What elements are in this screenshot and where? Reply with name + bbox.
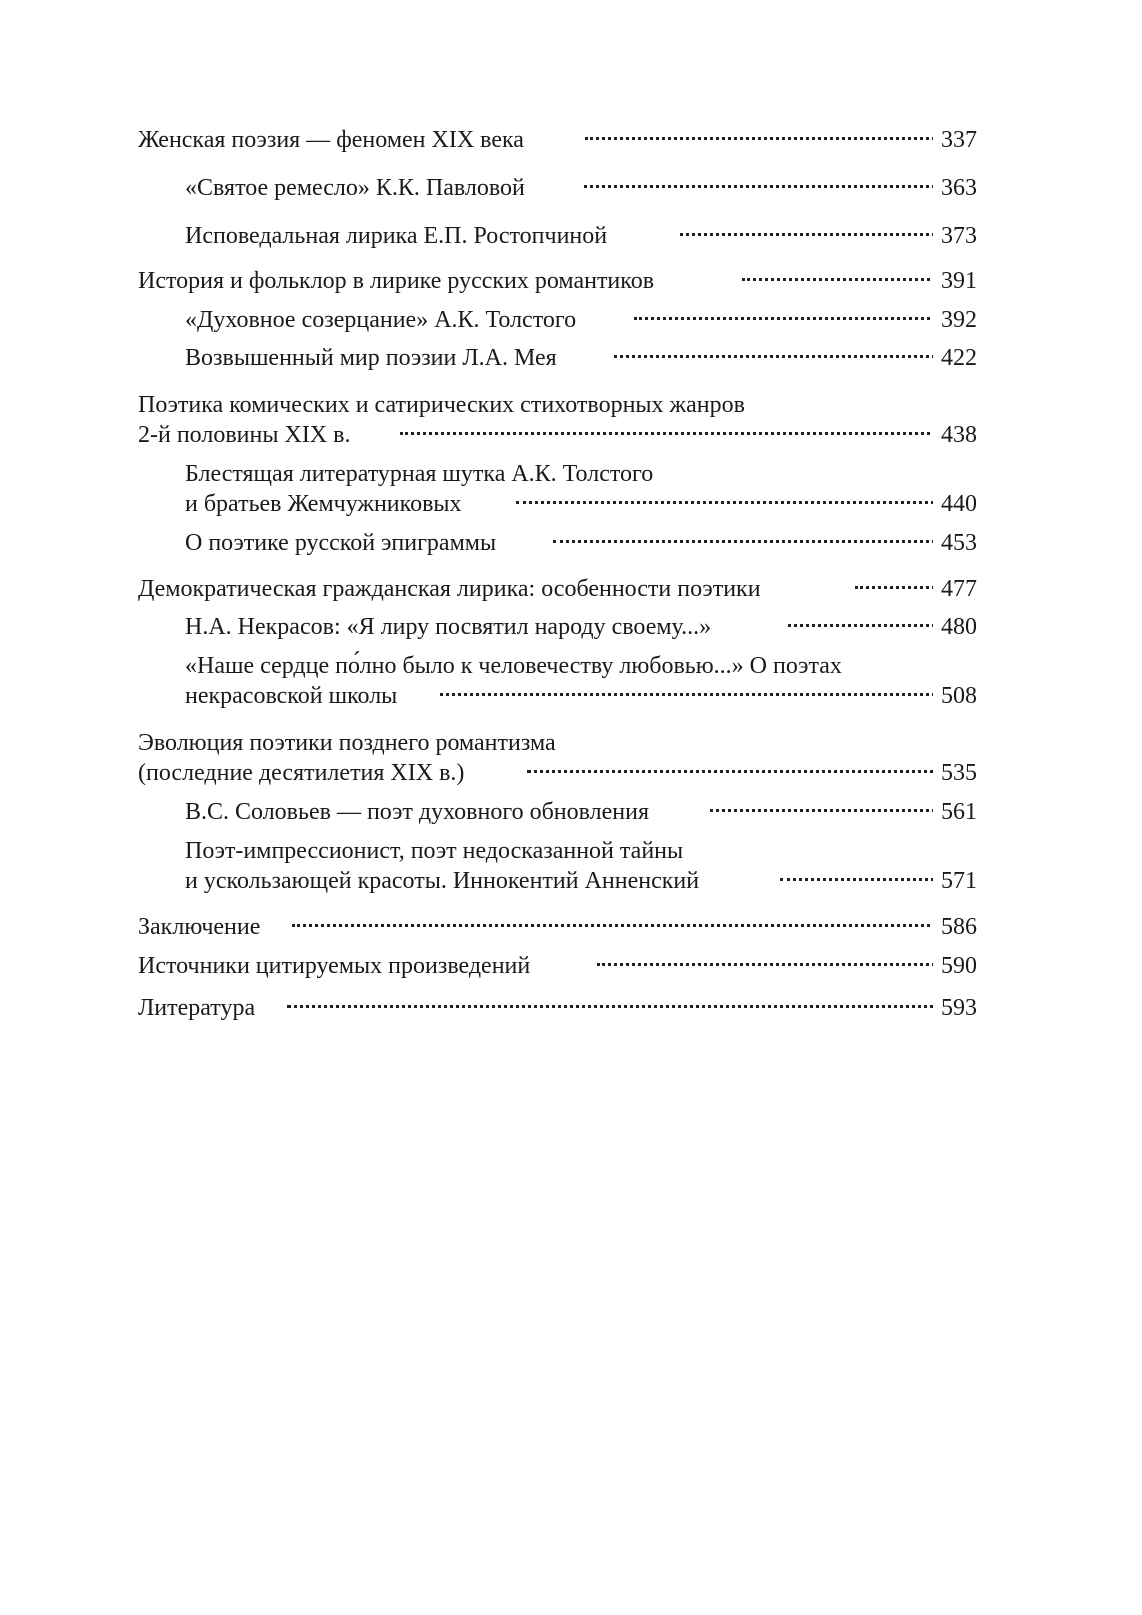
toc-entry-title: Эволюция поэтики позднего романтизма xyxy=(138,730,556,756)
dot-leader xyxy=(584,183,977,188)
toc-entry-line-1 xyxy=(0,459,1142,489)
toc-entry-title: «Святое ремесло» К.К. Павловой xyxy=(185,175,525,201)
toc-entry xyxy=(0,420,1142,450)
toc-entry-page: 561 xyxy=(933,797,977,827)
toc-entry-title: Блестящая литературная шутка А.К. Толстого xyxy=(185,461,654,487)
dot-leader xyxy=(527,768,977,773)
toc-entry-title: Литература xyxy=(138,995,256,1021)
toc-entry-title: История и фольклор в лирике русских романтиков xyxy=(138,268,655,294)
toc-entry xyxy=(0,528,1142,558)
dot-leader xyxy=(553,538,977,543)
toc-entry-page: 453 xyxy=(933,528,977,558)
toc-entry-line-1 xyxy=(0,651,1142,681)
toc-entry xyxy=(0,866,1142,896)
toc-entry-title: (последние десятилетия XIX в.) xyxy=(138,760,465,786)
toc-entry xyxy=(0,221,1142,251)
toc-entry xyxy=(0,612,1142,642)
toc-entry-title: О поэтике русской эпиграммы xyxy=(185,530,497,556)
toc-entry-page: 535 xyxy=(933,758,977,788)
toc-entry-line-1 xyxy=(0,728,1142,758)
toc-entry-title: В.С. Соловьев — поэт духовного обновления xyxy=(185,799,650,825)
dot-leader xyxy=(287,1003,977,1008)
toc-entry-page: 480 xyxy=(933,612,977,642)
toc-entry-page: 571 xyxy=(933,866,977,896)
dot-leader xyxy=(292,922,977,927)
toc-entry-title: Источники цитируемых произведений xyxy=(138,953,531,979)
toc-entry xyxy=(0,797,1142,827)
toc-entry-page: 440 xyxy=(933,489,977,519)
toc-entry-title: Поэт-импрессионист, поэт недосказанной тайны xyxy=(185,838,684,864)
toc-entry xyxy=(0,951,1142,981)
toc-entry-page: 593 xyxy=(933,993,977,1023)
toc-entry-line-1 xyxy=(0,836,1142,866)
dot-leader xyxy=(516,499,977,504)
toc-entry-page: 422 xyxy=(933,343,977,373)
toc-entry xyxy=(0,173,1142,203)
dot-leader xyxy=(400,430,977,435)
toc-entry xyxy=(0,266,1142,296)
toc-entry-page: 337 xyxy=(933,125,977,155)
toc-entry-title: некрасовской школы xyxy=(185,683,398,709)
toc-entry-title: «Духовное созерцание» А.К. Толстого xyxy=(185,307,577,333)
toc-entry-page: 477 xyxy=(933,574,977,604)
toc-entry-title: Исповедальная лирика Е.П. Ростопчиной xyxy=(185,223,608,249)
toc-entry-title: «Наше сердце по́лно было к человечеству любовью...» О поэтах xyxy=(185,653,842,679)
toc-entry-title: Демократическая гражданская лирика: особенности поэтики xyxy=(138,576,761,602)
dot-leader xyxy=(614,353,977,358)
toc-entry-title: 2-й половины XIX в. xyxy=(138,422,351,448)
toc-entry-page: 586 xyxy=(933,912,977,942)
dot-leader xyxy=(585,135,977,140)
toc-entry-page: 508 xyxy=(933,681,977,711)
toc-entry-title: и ускользающей красоты. Иннокентий Анненский xyxy=(185,868,700,894)
toc-entry-title: Поэтика комических и сатирических стихотворных жанров xyxy=(138,392,745,418)
toc-entry xyxy=(0,758,1142,788)
toc-entry-page: 363 xyxy=(933,173,977,203)
toc-entry-page: 391 xyxy=(933,266,977,296)
toc-entry-title: Н.А. Некрасов: «Я лиру посвятил народу своему...» xyxy=(185,614,712,640)
toc-entry-title: Возвышенный мир поэзии Л.А. Мея xyxy=(185,345,557,371)
dot-leader xyxy=(440,691,977,696)
toc-entry-page: 392 xyxy=(933,305,977,335)
toc-entry xyxy=(0,305,1142,335)
toc-entry xyxy=(0,993,1142,1023)
toc-entry-title: Женская поэзия — феномен XIX века xyxy=(138,127,524,153)
toc-entry xyxy=(0,343,1142,373)
toc-entry-title: и братьев Жемчужниковых xyxy=(185,491,462,517)
toc-entry xyxy=(0,125,1142,155)
toc-entry-page: 590 xyxy=(933,951,977,981)
toc-entry-page: 373 xyxy=(933,221,977,251)
toc-entry-page: 438 xyxy=(933,420,977,450)
toc-entry xyxy=(0,681,1142,711)
toc-entry xyxy=(0,912,1142,942)
toc-entry-title: Заключение xyxy=(138,914,261,940)
toc-entry-line-1 xyxy=(0,390,1142,420)
dot-leader xyxy=(634,315,977,320)
dot-leader xyxy=(597,961,977,966)
toc-entry xyxy=(0,574,1142,604)
toc-entry xyxy=(0,489,1142,519)
